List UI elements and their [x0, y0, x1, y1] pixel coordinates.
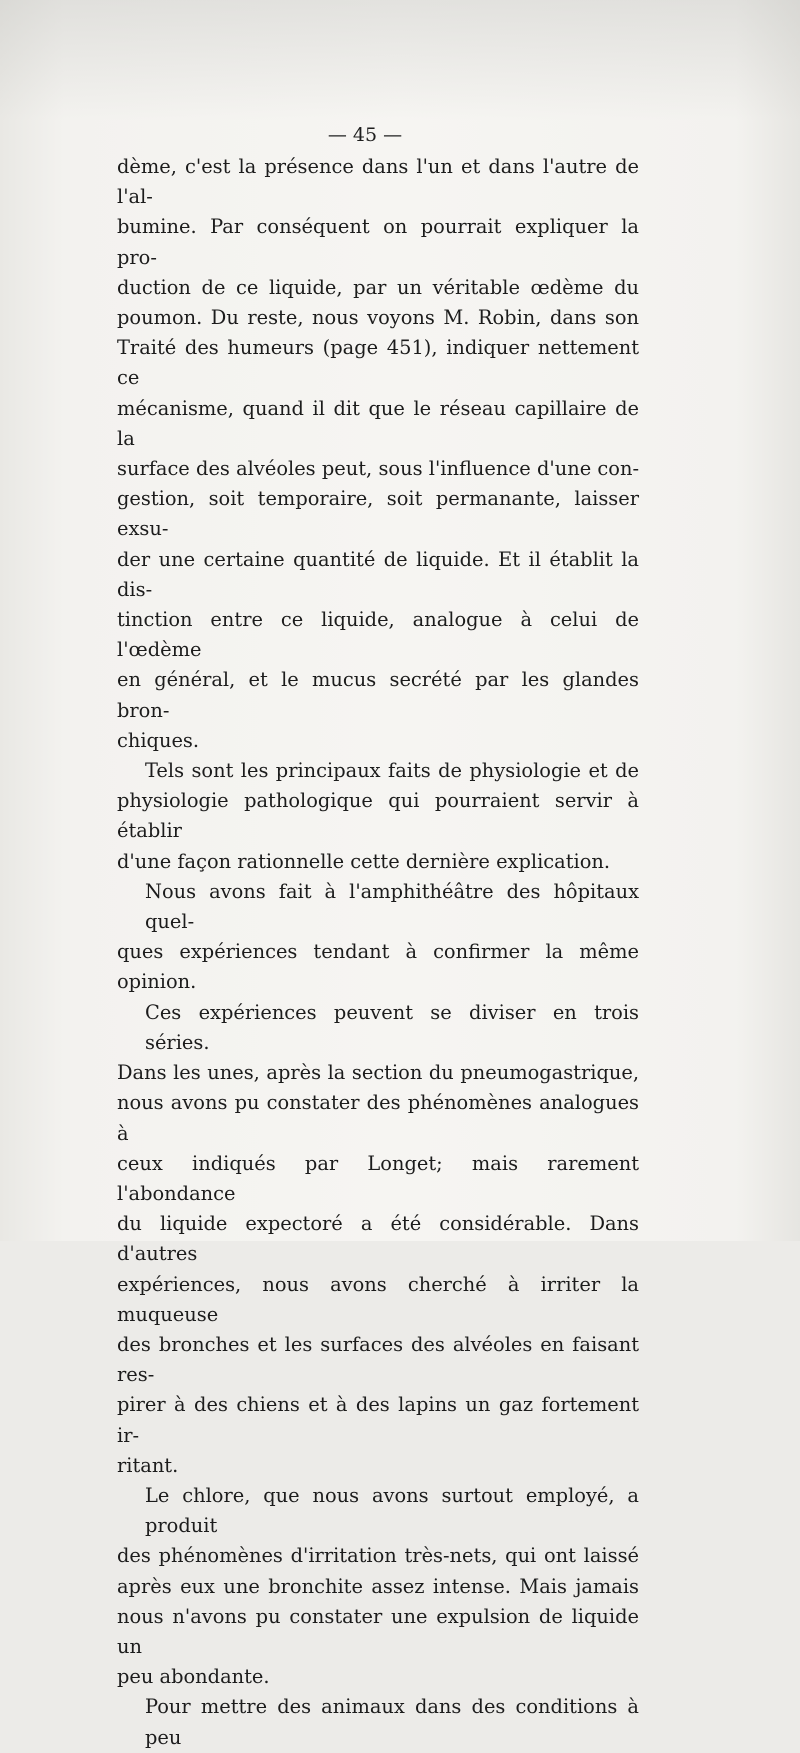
text-line: Ces expériences peuvent se diviser en trois séries.	[145, 1000, 639, 1054]
text-line: peu abondante.	[117, 1665, 270, 1689]
text-line: en général, et le mucus secrété par les glandes bron-	[117, 668, 639, 722]
text-line: après eux une bronchite assez intense. Mais jamais	[117, 1574, 639, 1598]
text-line: nous n'avons pu constater une expulsion de liquide un	[117, 1604, 639, 1658]
text-line: du liquide expectoré a été considérable. Dans d'autres	[117, 1212, 639, 1266]
text-line: physiologie pathologique qui pourraient servir à établir	[117, 789, 639, 843]
text-line: chiques.	[117, 728, 200, 752]
text-line: expériences, nous avons cherché à irriter la muqueuse	[117, 1272, 639, 1326]
paragraph	[117, 1481, 639, 1692]
text-line: d'une façon rationnelle cette dernière explication.	[117, 849, 611, 873]
text-line: tinction entre ce liquide, analogue à celui de l'œdème	[117, 608, 639, 662]
text-line: des bronches et les surfaces des alvéoles en faisant res-	[117, 1332, 639, 1387]
text-line: Tels sont les principaux faits de physiologie et de	[145, 759, 639, 783]
paragraph	[117, 756, 639, 877]
text-line: der une certaine quantité de liquide. Et il établit la dis-	[117, 547, 639, 601]
text-line: ques expériences tendant à confirmer la même opinion.	[117, 940, 639, 994]
body-text	[117, 152, 639, 1753]
text-line: mécanisme, quand il dit que le réseau capillaire de la	[117, 396, 639, 450]
text-line: Pour mettre des animaux dans des conditions à peu	[145, 1695, 639, 1749]
text-line: surface des alvéoles peut, sous l'influence d'une con-	[117, 457, 639, 481]
text-line: Dans les unes, après la section du pneumogastrique,	[117, 1061, 639, 1085]
text-line: ceux indiqués par Longet; mais rarement l'abondance	[117, 1151, 639, 1205]
paragraph	[117, 1692, 639, 1752]
text-line: Traité des humeurs (page 451), indiquer nettement ce	[117, 336, 639, 390]
paragraph	[117, 877, 639, 998]
text-line: poumon. Du reste, nous voyons M. Robin, dans son	[117, 306, 639, 330]
text-line: bumine. Par conséquent on pourrait expliquer la pro-	[117, 215, 639, 269]
text-line: ritant.	[117, 1453, 179, 1477]
text-line: dème, c'est la présence dans l'un et dans l'autre de l'al-	[117, 155, 639, 209]
text-line: duction de ce liquide, par un véritable œdème du	[117, 275, 639, 299]
text-line: des phénomènes d'irritation très-nets, qui ont laissé	[117, 1544, 639, 1568]
text-line: Nous avons fait à l'amphithéâtre des hôpitaux quel-	[145, 879, 639, 934]
text-line: nous avons pu constater des phénomènes analogues à	[117, 1091, 639, 1145]
page-number: — 45 —	[327, 124, 403, 146]
text-line: Le chlore, que nous avons surtout employé, a produit	[145, 1483, 639, 1538]
text-line: gestion, soit temporaire, soit permanante, laisser exsu-	[117, 487, 639, 541]
text-line: pirer à des chiens et à des lapins un gaz fortement ir-	[117, 1393, 639, 1447]
paragraph	[117, 152, 639, 756]
paragraph	[117, 998, 639, 1481]
